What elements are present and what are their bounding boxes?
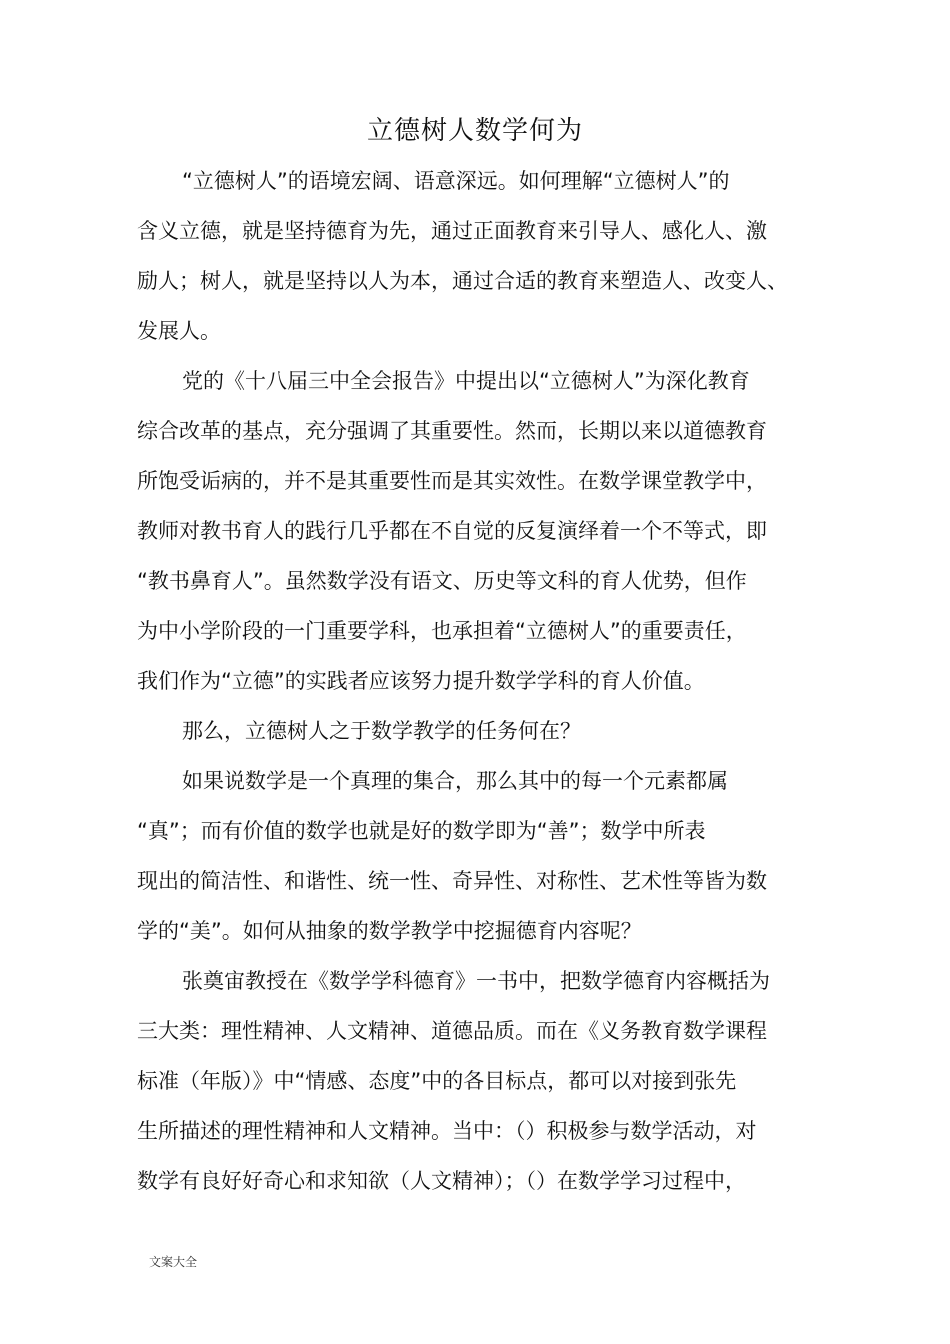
text-line: 党的《十八届三中全会报告》中提出以“立德树人”为深化教育 [182,369,750,393]
footer-watermark: 文案大全 [149,1255,198,1269]
text-line: 含义立德，就是坚持德育为先，通过正面教育来引导人、感化人、激 [137,219,767,243]
text-line: 教师对教书育人的践行几乎都在不自觉的反复演绎着一个不等式，即 [137,519,767,543]
text-line: “立德树人”的语境宏阔、语意深远。如何理解“立德树人”的 [182,169,730,193]
document-title: 立德树人数学何为 [366,116,583,146]
text-line: 为中小学阶段的一门重要学科，也承担着“立德树人”的重要责任， [137,619,747,643]
text-line: 发展人。 [137,319,221,343]
text-line: 三大类：理性精神、人文精神、道德品质。而在《义务教育数学课程 [137,1019,767,1043]
text-line: 我们作为“立德”的实践者应该努力提升数学学科的育人价值。 [137,669,705,693]
text-line: 励人；树人，就是坚持以人为本，通过合适的教育来塑造人、改变人、 [137,269,788,293]
text-line: 综合改革的基点，充分强调了其重要性。然而，长期以来以道德教育 [137,419,767,443]
text-line: 标准（年版）》中“情感、态度”中的各目标点，都可以对接到张先 [137,1069,737,1093]
text-line: “教书鼻育人”。虽然数学没有语文、历史等文科的育人优势，但作 [137,569,747,593]
text-line: 学的“美”。如何从抽象的数学教学中挖掘德育内容呢？ [137,919,642,943]
text-line: 数学有良好好奇心和求知欲（人文精神）；（）在数学学习过程中， [137,1169,746,1193]
text-line: 所饱受诟病的，并不是其重要性而是其实效性。在数学课堂教学中， [137,469,767,493]
text-line: 生所描述的理性精神和人文精神。当中：（）积极参与数学活动，对 [137,1119,757,1143]
text-line: 张奠宙教授在《数学学科德育》一书中，把数学德育内容概括为 [182,969,770,993]
text-line: “真”；而有价值的数学也就是好的数学即为“善”；数学中所表 [137,819,706,843]
text-line: 如果说数学是一个真理的集合，那么其中的每一个元素都属 [182,769,728,793]
text-line: 现出的简洁性、和谐性、统一性、奇异性、对称性、艺术性等皆为数 [137,869,767,893]
text-line: 那么，立德树人之于数学教学的任务何在？ [182,719,581,743]
